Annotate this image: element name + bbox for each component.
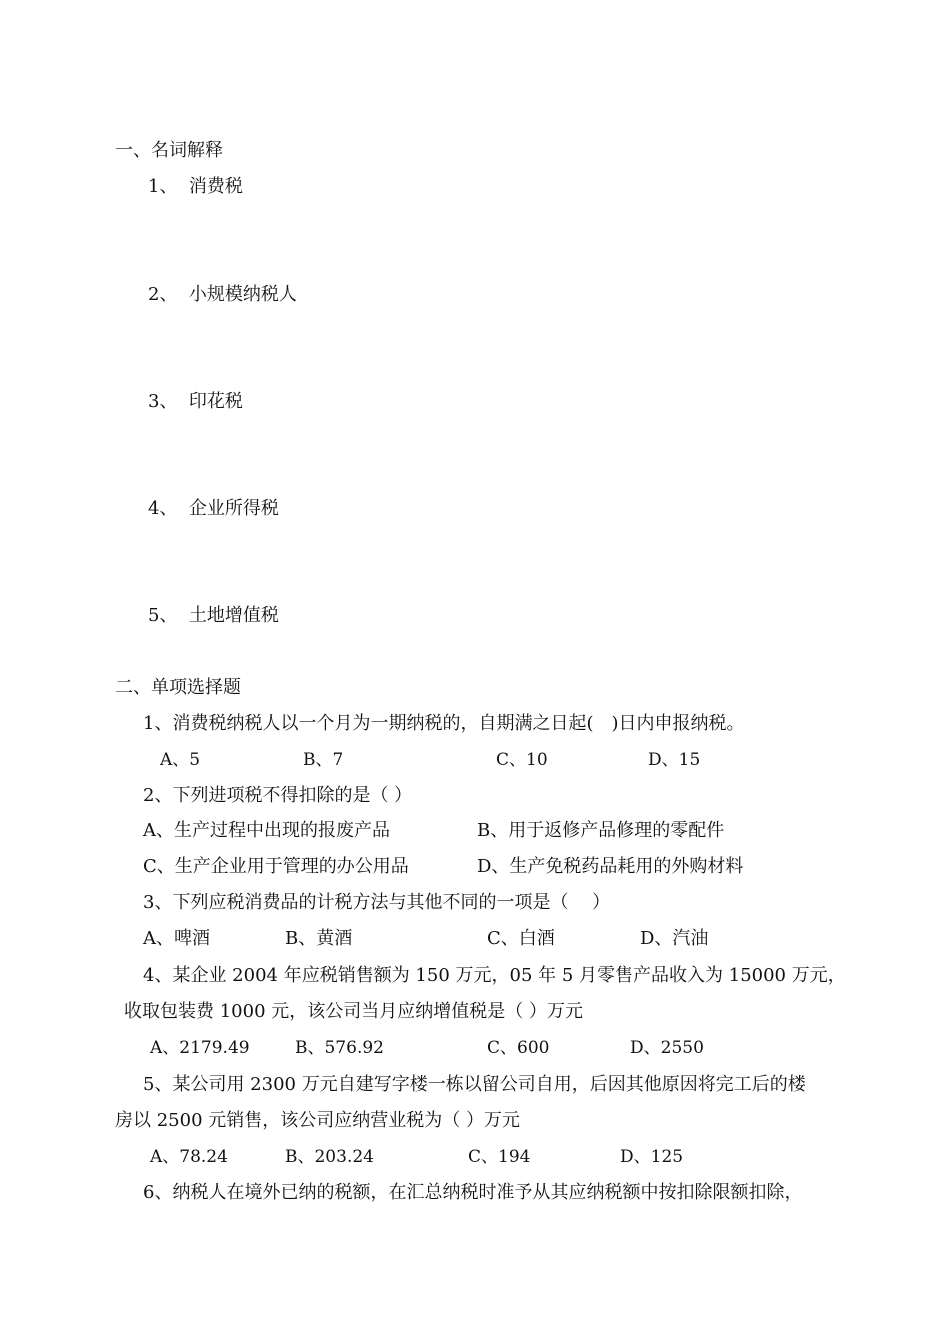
option: D、15 — [648, 750, 701, 770]
term-number: 4、 — [148, 498, 178, 519]
option: D、125 — [620, 1147, 684, 1167]
question-text: 6、纳税人在境外已纳的税额，在汇总纳税时准予从其应纳税额中按扣除限额扣除， — [143, 1182, 803, 1203]
term-item — [148, 176, 243, 198]
question-text: 1、消费税纳税人以一个月为一期纳税的，自期满之日起( )日内申报纳税。 — [143, 713, 745, 734]
term-item — [148, 498, 279, 520]
section-heading-terms: 一、名词解释 — [115, 140, 223, 161]
question-text: 3、下列应税消费品的计税方法与其他不同的一项是（ ） — [143, 892, 611, 913]
term-number: 1、 — [148, 176, 178, 197]
option: B、黄酒 — [285, 928, 353, 949]
term-text: 土地增值税 — [188, 605, 279, 626]
option: A、啤酒 — [143, 928, 210, 949]
option: A、5 — [160, 750, 201, 770]
term-number: 2、 — [148, 284, 178, 305]
term-text: 印花税 — [188, 391, 243, 412]
section-heading-choice: 二、单项选择题 — [115, 677, 241, 698]
option: A、2179.49 — [150, 1038, 250, 1058]
option: B、用于返修产品修理的零配件 — [477, 820, 725, 841]
question-text: 5、某公司用 2300 万元自建写字楼一栋以留公司自用，后因其他原因将完工后的楼 — [143, 1074, 806, 1095]
term-item — [148, 284, 297, 306]
option: C、194 — [468, 1147, 531, 1167]
option: C、白酒 — [487, 928, 555, 949]
option: D、汽油 — [640, 928, 709, 949]
question-text-continued: 房以 2500 元销售，该公司应纳营业税为（ ）万元 — [115, 1110, 520, 1131]
option: A、生产过程中出现的报废产品 — [143, 820, 390, 841]
question-text: 4、某企业 2004 年应税销售额为 150 万元，05 年 5 月零售产品收入为 15000 万元， — [143, 965, 846, 986]
option: B、576.92 — [295, 1038, 384, 1058]
question-text-continued: 收取包装费 1000 元，该公司当月应纳增值税是（ ）万元 — [124, 1001, 583, 1022]
option: C、10 — [496, 750, 548, 770]
question-text: 2、下列进项税不得扣除的是（ ） — [143, 785, 413, 806]
term-item — [148, 605, 279, 627]
option: C、生产企业用于管理的办公用品 — [143, 856, 409, 877]
term-number: 3、 — [148, 391, 178, 412]
term-text: 小规模纳税人 — [188, 284, 297, 305]
term-text: 企业所得税 — [188, 498, 279, 519]
option: A、78.24 — [150, 1147, 228, 1167]
option: D、2550 — [630, 1038, 704, 1058]
option: B、203.24 — [285, 1147, 374, 1167]
term-text: 消费税 — [188, 176, 243, 197]
option: D、生产免税药品耗用的外购材料 — [477, 856, 744, 877]
option: B、7 — [303, 750, 344, 770]
option: C、600 — [487, 1038, 550, 1058]
term-item — [148, 391, 243, 413]
term-number: 5、 — [148, 605, 178, 626]
